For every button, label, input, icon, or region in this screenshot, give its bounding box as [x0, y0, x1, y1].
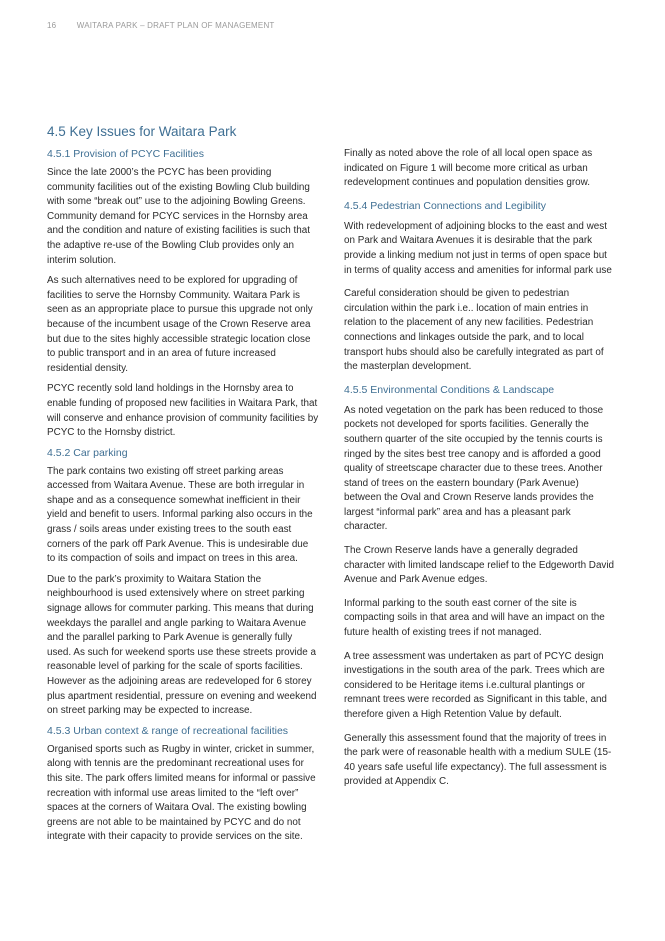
heading-4-5-1: 4.5.1 Provision of PCYC Facilities [47, 148, 204, 160]
paragraph: Since the late 2000’s the PCYC has been providing community facilities out of the existing Bowling Club building with some “break out” use to the adjoining Bowling Greens. Community demand for PCYC services in the Hornsby area and the condition and nature of existing facilities is such that the adaptive re-use of the Bowling Club provides only an interim solution. [47, 167, 310, 266]
paragraph: Generally this assessment found that the majority of trees in the park were of reasonable health with a medium SULE (15-40 years safe useful life expectancy). The full assessment is provided at Appendix C. [344, 732, 612, 788]
paragraph: Due to the park’s proximity to Waitara Station the neighbourhood is used extensively where on street parking signage allows for commuter parking. This means that during weekdays the parallel and angle parking to Waitara Avenue and the parallel parking to Park Avenue is generally fully used. As such for weekend sports use these streets provide a reasonable level of parking for the scale of sports facilities. However as the adjoining areas are redeveloped for 6 storey plus apartment residential, pressure on evening and weekend on street parking may be expected to increase. [47, 573, 317, 717]
left-column [47, 148, 319, 851]
section-title: 4.5 Key Issues for Waitara Park [47, 124, 237, 139]
page-number: 16 [47, 21, 57, 30]
paragraph: Organised sports such as Rugby in winter, cricket in summer, along with tennis are the predominant recreational uses for this site. The park offers limited means for informal or passive recreation with informal use areas limited to the “left over” spaces at the corners of Waitara Oval. The existing bowling greens are not able to be maintained by PCYC and do not integrate with their capacity to provide services on the site. [47, 743, 316, 843]
paragraph: Careful consideration should be given to pedestrian circulation within the park i.e.. location of main entries in relation to the placement of any new facilities. Pedestrian connections and linkages outside the park, and to local transport hubs should also be carefully integrated as part of the masterplan development. [344, 288, 604, 373]
right-column [344, 147, 616, 799]
running-header [47, 21, 275, 30]
paragraph: The park contains two existing off street parking areas accessed from Waitara Avenue. These are both irregular in shape and as a consequence somewhat inefficient in their yield and benefit to users. Informal parking also occurs in the grass / soils areas under existing trees to the south east corners of the park off Park Avenue. This is undesirable due to its compaction of soils and impact on trees in this area. [47, 465, 313, 565]
paragraph: PCYC recently sold land holdings in the Hornsby area to enable funding of proposed new facilities in Waitara Park, that will conserve and enhance provision of community facilities by PCYC to the Hornsby district. [47, 383, 319, 439]
heading-4-5-5: 4.5.5 Environmental Conditions & Landscape [344, 383, 555, 396]
paragraph: As noted vegetation on the park has been reduced to those pockets not developed for sports facilities. Generally the southern quarter of the site occupied by the tennis courts is ringed by the sites best tree canopy and is afforded a good quality of streetscape character due to these trees. Another stand of trees on the eastern boundary (Park Avenue) between the Oval and Crown Reserve lands provides the largest “informal park” area and has a pleasant park character. [344, 404, 604, 533]
paragraph: The Crown Reserve lands have a generally degraded character with limited landscape relief to the Edgeworth David Avenue and Park Avenue edges. [344, 545, 615, 586]
heading-4-5-2: 4.5.2 Car parking [47, 446, 128, 459]
heading-4-5-3: 4.5.3 Urban context & range of recreational facilities [47, 724, 289, 737]
paragraph: With redevelopment of adjoining blocks to the east and west on Park and Waitara Avenues it is desirable that the park provide a linking medium not just in terms of open space but in terms of quality access and amenities for informal park use [344, 220, 612, 276]
paragraph: Finally as noted above the role of all local open space as indicated on Figure 1 will become more critical as urban redevelopment continues and population densities grow. [344, 148, 593, 189]
paragraph: As such alternatives need to be explored for upgrading of facilities to serve the Hornsby Community. Waitara Park is seen as an appropriate place to pursue this upgrade not only because of the incumbent usage of the Crown Reserve area but due to the sites highly accessible strategic location close to public transport and in an area of future increased residential density. [47, 275, 313, 374]
running-title: WAITARA PARK – DRAFT PLAN OF MANAGEMENT [76, 21, 275, 30]
paragraph: A tree assessment was undertaken as part of PCYC design investigations in the south area of the park. Trees which are considered to be Heritage items i.e.cultural plantings or remnant trees were recorded as Significant in this table, and therefore given a High Retention Value by default. [344, 650, 607, 720]
paragraph: Informal parking to the south east corner of the site is compacting soils in that area and will have an impact on the future health of existing trees if not managed. [344, 597, 605, 639]
heading-4-5-4: 4.5.4 Pedestrian Connections and Legibility [344, 199, 546, 212]
